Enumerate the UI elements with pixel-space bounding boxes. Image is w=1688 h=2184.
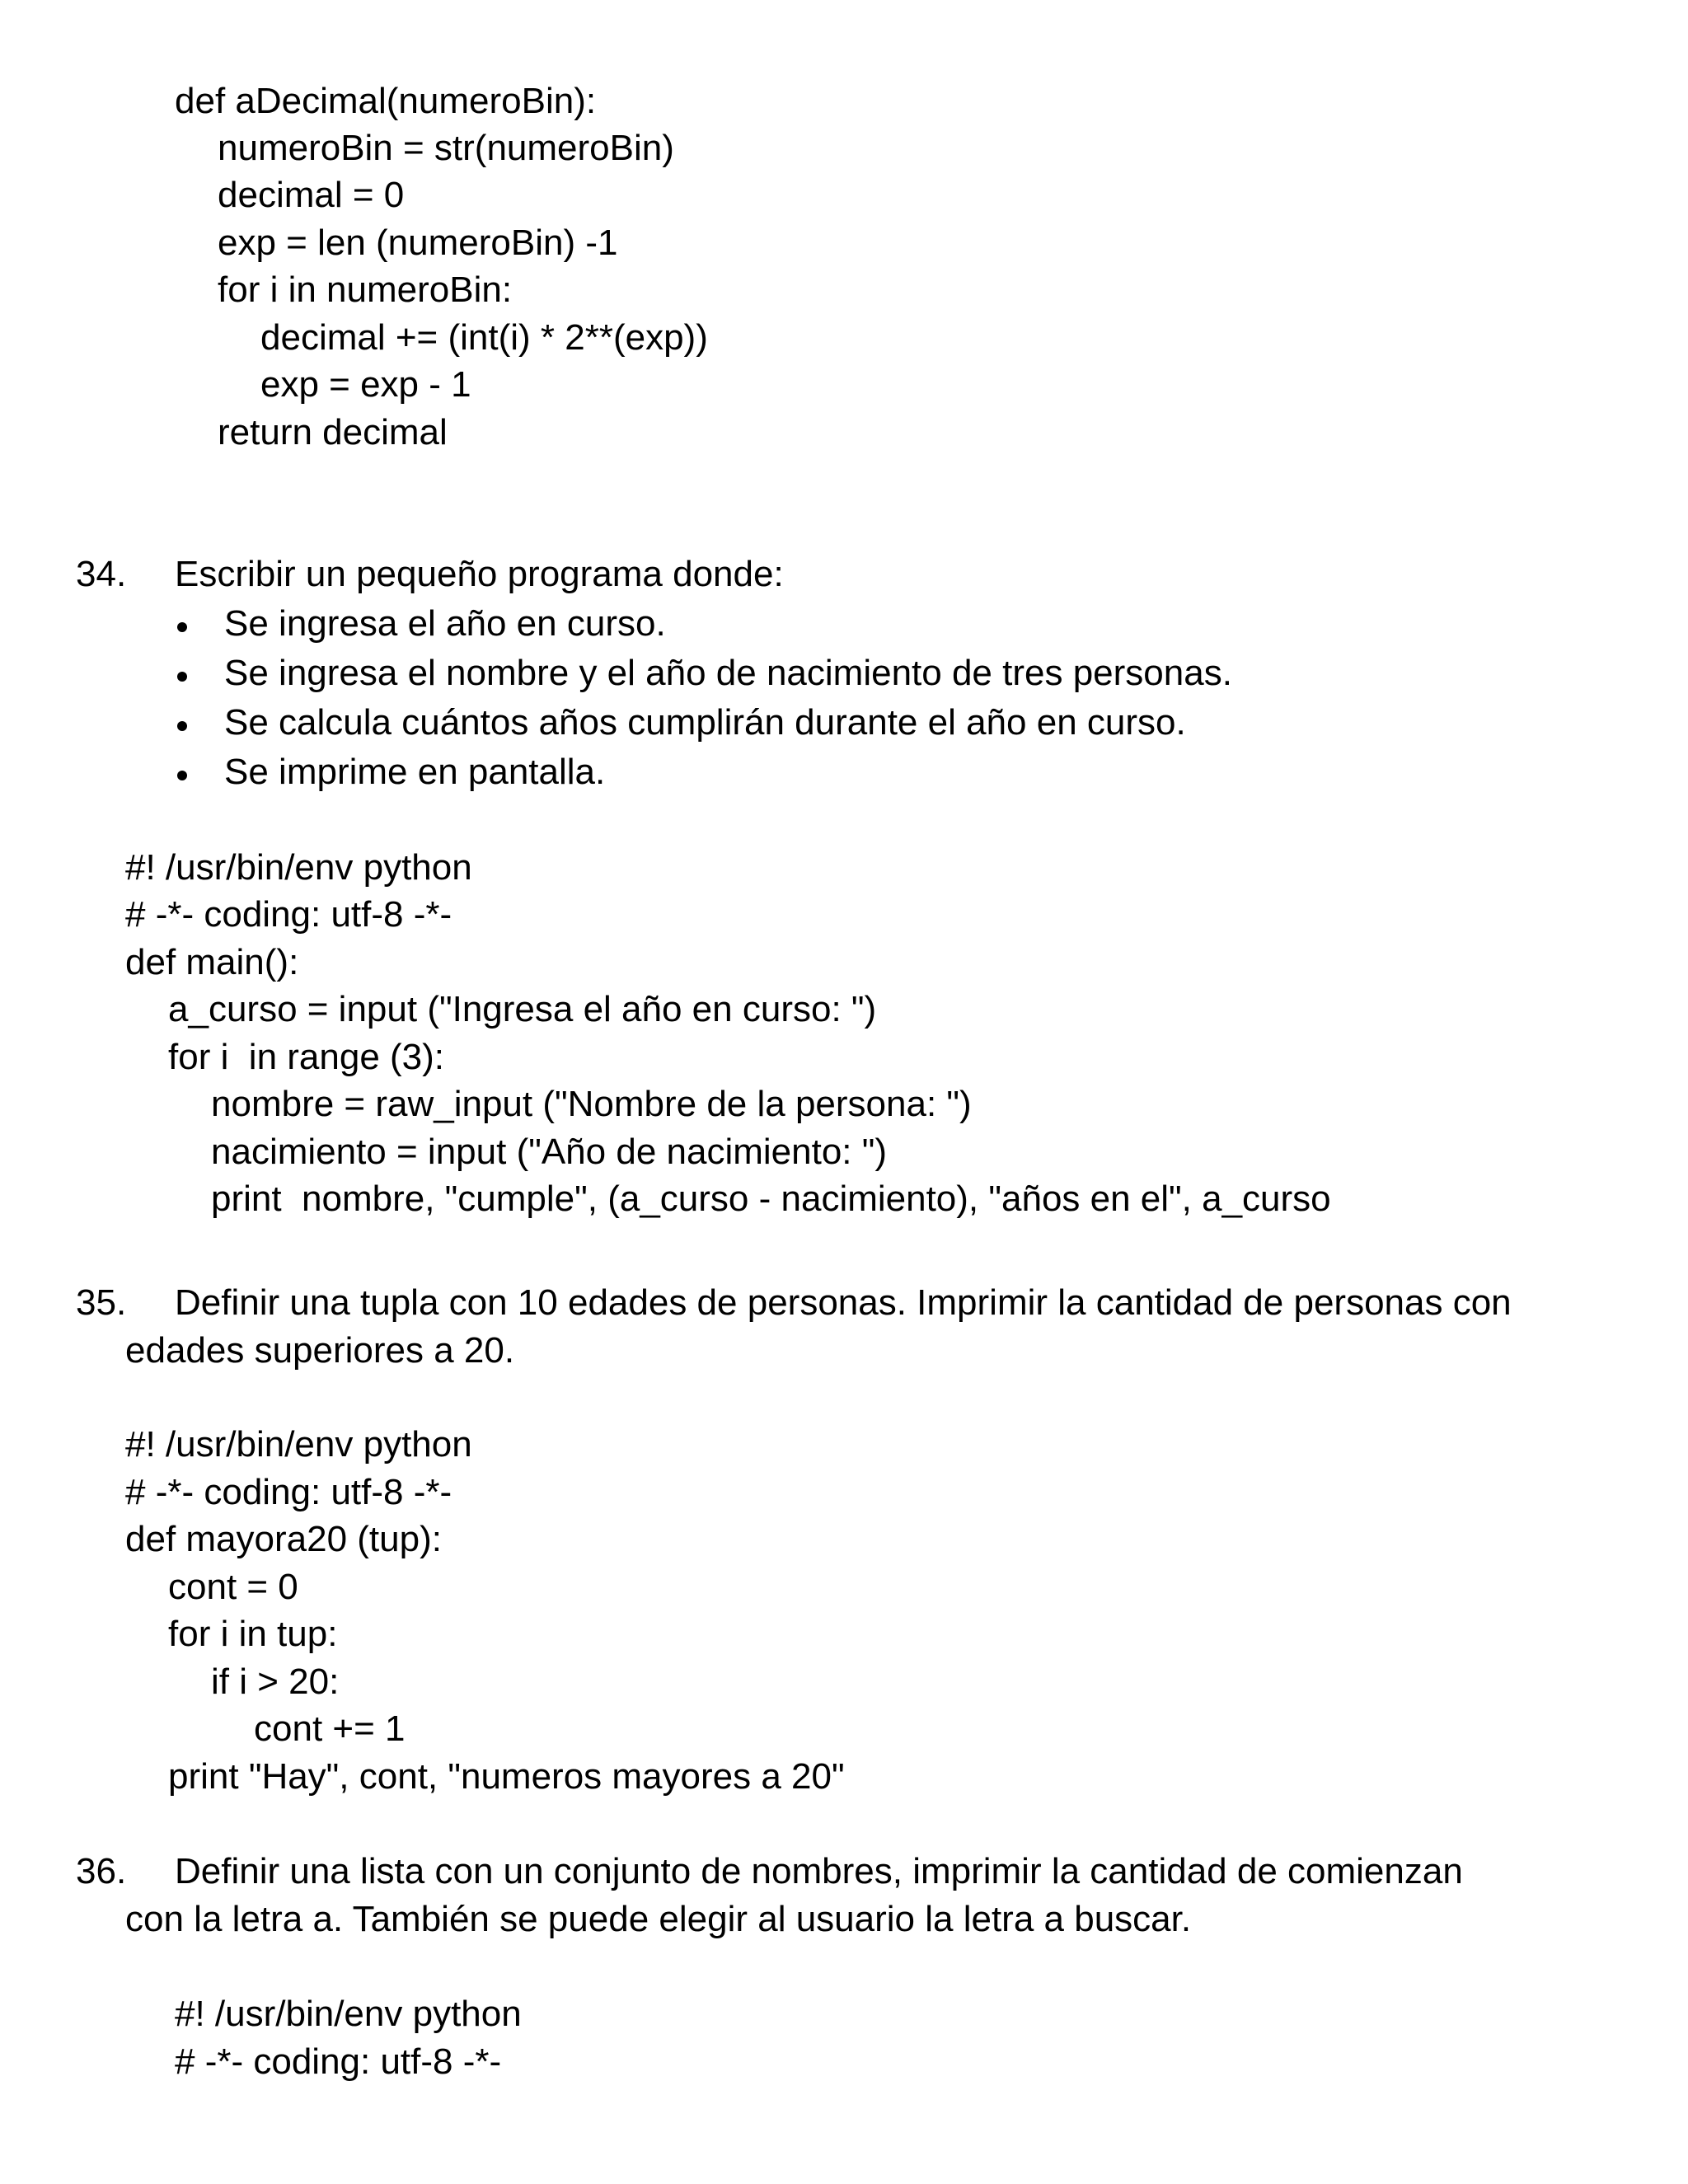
question-title: Definir una tupla con 10 edades de personas. Imprimir la cantidad de personas con xyxy=(175,1282,1512,1323)
code-line: nacimiento = input ("Año de nacimiento: ") xyxy=(211,1132,888,1172)
code-line: def mayora20 (tup): xyxy=(125,1519,442,1559)
code-line: decimal = 0 xyxy=(218,175,405,215)
question-title-continued: con la letra a. También se puede elegir al usuario la letra a buscar. xyxy=(125,1899,1192,1939)
code-line: return decimal xyxy=(218,412,448,452)
code-line: print nombre, "cumple", (a_curso - nacimiento), "años en el", a_curso xyxy=(211,1179,1331,1219)
question-number: 34. xyxy=(76,554,127,594)
list-item: Se ingresa el año en curso. xyxy=(224,603,666,644)
code-line: if i > 20: xyxy=(211,1661,340,1702)
bullet-icon xyxy=(177,622,187,632)
question-title: Definir una lista con un conjunto de nombres, imprimir la cantidad de comienzan xyxy=(175,1851,1463,1891)
question-title: Escribir un pequeño programa donde: xyxy=(175,554,784,594)
code-line: for i in tup: xyxy=(168,1614,338,1654)
bullet-icon xyxy=(177,771,187,780)
code-line: numeroBin = str(numeroBin) xyxy=(218,128,674,168)
code-line: def aDecimal(numeroBin): xyxy=(175,81,597,121)
code-line: a_curso = input ("Ingresa el año en curso: ") xyxy=(168,989,877,1029)
code-line: #! /usr/bin/env python xyxy=(125,847,472,888)
code-line: for i in numeroBin: xyxy=(218,269,513,310)
code-line: cont += 1 xyxy=(254,1708,406,1749)
code-line: # -*- coding: utf-8 -*- xyxy=(125,894,452,935)
code-line: for i in range (3): xyxy=(168,1037,445,1077)
code-line: def main(): xyxy=(125,942,299,982)
code-line: print "Hay", cont, "numeros mayores a 20" xyxy=(168,1756,845,1797)
question-number: 35. xyxy=(76,1282,127,1323)
code-line: # -*- coding: utf-8 -*- xyxy=(125,1472,452,1512)
question-title-continued: edades superiores a 20. xyxy=(125,1330,515,1371)
list-item: Se calcula cuántos años cumplirán durante el año en curso. xyxy=(224,702,1186,743)
code-line: #! /usr/bin/env python xyxy=(175,1994,522,2034)
bullet-icon xyxy=(177,672,187,682)
code-line: nombre = raw_input ("Nombre de la persona: ") xyxy=(211,1084,972,1124)
bullet-icon xyxy=(177,721,187,731)
code-line: exp = exp - 1 xyxy=(260,364,471,405)
code-line: cont = 0 xyxy=(168,1567,298,1607)
list-item: Se imprime en pantalla. xyxy=(224,752,606,792)
code-line: #! /usr/bin/env python xyxy=(125,1424,472,1465)
code-line: decimal += (int(i) * 2**(exp)) xyxy=(260,317,708,358)
code-line: exp = len (numeroBin) -1 xyxy=(218,223,618,263)
question-number: 36. xyxy=(76,1851,127,1891)
list-item: Se ingresa el nombre y el año de nacimiento de tres personas. xyxy=(224,653,1232,693)
code-line: # -*- coding: utf-8 -*- xyxy=(175,2041,502,2082)
